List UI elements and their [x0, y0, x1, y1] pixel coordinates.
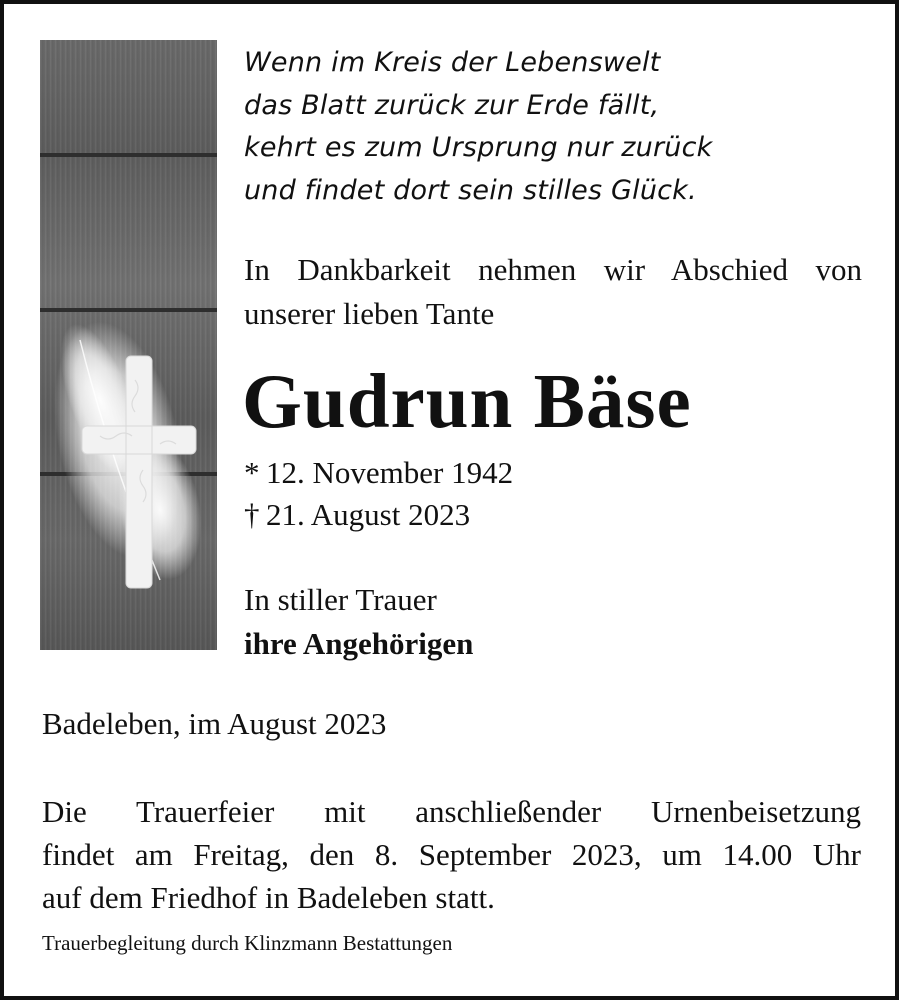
mourning-line: In stiller Trauer — [244, 582, 437, 617]
funeral-line: findet am Freitag, den 8. September 2023, um 14.00 Uhr — [42, 837, 861, 872]
poem-line: Wenn im Kreis der Lebenswelt — [244, 47, 661, 78]
cross-feather-photo — [40, 40, 217, 650]
deceased-name: Gudrun Bäse — [242, 358, 692, 444]
life-dates — [244, 452, 513, 536]
poem-line: das Blatt zurück zur Erde fällt, — [244, 89, 660, 121]
birth-date: 12. November 1942 — [266, 455, 514, 490]
intro-line: unserer lieben Tante — [244, 296, 495, 331]
death-line — [244, 494, 513, 536]
funeral-info — [42, 790, 861, 919]
cross-feather-icon — [40, 40, 217, 650]
funeral-line: auf dem Friedhof in Badeleben statt. — [42, 880, 495, 915]
poem-line: kehrt es zum Ursprung nur zurück — [244, 132, 713, 163]
farewell-intro — [244, 248, 862, 336]
mourning-signature — [244, 578, 473, 666]
undertaker-credit: Trauerbegleitung durch Klinzmann Bestattungen — [42, 931, 453, 955]
place-date: Badeleben, im August 2023 — [42, 706, 387, 741]
death-cross-icon: † — [244, 497, 260, 532]
signed-by: ihre Angehörigen — [244, 626, 474, 661]
poem — [244, 42, 864, 212]
funeral-line: Die Trauerfeier mit anschließender Urnenbeisetzung — [42, 794, 861, 829]
birth-line — [244, 452, 513, 494]
birth-star-icon: * — [244, 455, 260, 490]
poem-line: und findet dort sein stilles Glück. — [244, 174, 697, 206]
intro-line: In Dankbarkeit nehmen wir Abschied von — [244, 252, 862, 287]
death-date: 21. August 2023 — [266, 497, 471, 532]
